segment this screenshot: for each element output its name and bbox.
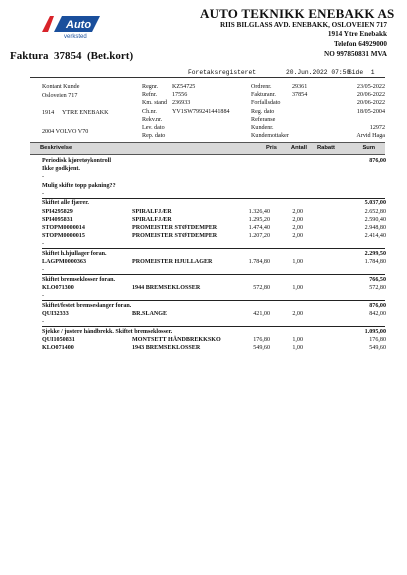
line-description: QUI32333 [42,310,69,317]
customer-zip: 1914 [42,110,55,116]
customer-street: Osloveien 717 [42,93,78,99]
line-item-name: PROMEISTER HJULLAGER [132,259,213,265]
vehicle-label: Km. stand [142,100,168,107]
line-item-name: MONTSETT HÅNDBREKKSKO [132,336,221,343]
line-price: 421,00 [253,310,270,317]
section-divider [42,198,385,199]
vehicle-value: 17556 [172,92,188,99]
line-sum: 5.037,00 [364,200,386,207]
line-description: KLO071400 [42,344,74,351]
line-quantity: 1,00 [292,344,303,351]
line-sum: 1.095,00 [364,328,386,335]
header-discount: Rabatt [316,145,335,151]
section-divider [42,248,385,249]
page-label: Side [348,69,364,76]
line-description: - [42,190,45,197]
order-value-2: 20/06-2022 [356,92,385,99]
vehicle-label: Rekv.nr. [142,116,163,123]
line-sum: 176,80 [369,336,386,343]
line-price: 1.295,20 [248,216,270,223]
line-description: - [42,174,45,181]
invoice-title [10,50,133,62]
line-description: - [42,319,45,325]
line-price: 1.207,20 [248,233,270,240]
line-item-name: SPIRALFJÆR [132,216,172,223]
line-price: 572,80 [253,284,270,291]
invoice-line [0,166,407,174]
order-label: Fakturanr. [251,92,276,99]
order-label: Forfallsdato [251,100,281,107]
line-item-name: PROMEISTER STØTDEMPER [132,233,218,240]
vehicle-value: KZ54725 [172,84,196,90]
vehicle-label: Rep. dato [142,133,166,140]
payment-type: (Bet.kort) [87,50,134,62]
svg-text:Auto: Auto [66,19,92,31]
line-quantity: 2,00 [292,233,303,240]
invoice-line [0,285,407,293]
invoice-line [0,217,407,225]
line-item-name: 1943 BREMSEKLOSSER [132,344,201,351]
invoice-line [0,174,407,182]
company-address: RIIS BILGLASS AVD. ENEBAKK, OSLOVEIEN 717 [219,21,387,29]
line-description: - [42,293,45,300]
line-item-name: BR.SLANGE [132,310,168,317]
line-description: Skiftet h.hjullager foran. [42,250,107,257]
section-divider [42,300,385,301]
invoice-line [0,158,407,166]
line-quantity: 1,00 [292,284,303,291]
order-value-2: 18/05-2004 [356,108,385,115]
section-divider [42,326,385,327]
invoice-line [0,303,407,311]
line-description: SPI4095831 [42,216,73,223]
invoice-line [0,277,407,285]
line-item-name: 1944 BREMSEKLOSSER [132,284,201,291]
line-sum: 2.299,50 [364,250,386,257]
company-name: AUTO TEKNIKK ENEBAKK AS [200,6,395,21]
line-description: STOPM0000015 [42,233,85,240]
line-sum: 572,80 [369,284,386,291]
vehicle-value: YV1SW799241441884 [172,108,230,115]
line-sum: 2.590,40 [364,216,386,223]
vehicle-label: Ch.nr. [142,108,157,115]
line-quantity: 2,00 [292,208,303,215]
line-item-name: SPIRALFJÆR [132,208,172,215]
line-quantity: 2,00 [292,216,303,223]
invoice-line [0,337,407,345]
order-value-2: 20/06-2022 [356,100,385,107]
invoice-line [0,311,407,319]
line-sum: 766,50 [369,276,386,283]
invoice-label: Faktura [10,50,49,62]
order-label: Ordrenr. [251,84,272,90]
invoice-number: 37854 [54,50,82,62]
invoice-line [0,225,407,233]
invoice-line [0,259,407,267]
line-description: Mulig skifte topp pakning?? [42,182,116,189]
line-sum: 842,00 [369,310,386,317]
vehicle-label: Regnr. [142,84,159,90]
line-description: KLO071300 [42,284,74,291]
line-description: LAGPM0000363 [42,259,87,265]
line-description: Skiftet/festet bremseslanger foran. [42,302,132,309]
line-price: 1.326,40 [248,208,270,215]
header-description: Beskrivelse [40,145,73,151]
line-price: 549,60 [253,344,270,351]
line-description: Skiftet alle fjærer. [42,200,89,207]
invoice-line [0,345,407,353]
line-description: SPI4295829 [42,208,73,215]
invoice-line [0,329,407,337]
line-sum: 2.652,80 [364,208,386,215]
logo-subtitle: verksted [64,34,87,40]
section-divider [42,274,385,275]
page-number: 1 [370,69,375,76]
line-sum: 549,60 [369,344,386,351]
order-label: Reg. dato [251,108,275,115]
vehicle-label: Lev. dato [142,125,165,131]
customer-city: YTRE ENEBAKK [62,110,109,116]
line-description: STOPM0000014 [42,224,85,231]
vehicle-value: 236933 [172,100,191,107]
invoice-line [0,233,407,241]
header-divider [30,77,385,78]
invoice-line [0,209,407,217]
register-label: Foretaksregisteret [188,69,257,76]
company-city: 1914 Ytre Enebakk [327,30,387,38]
order-label: Kundemottaker [251,133,289,140]
line-description: Periodisk kjøretøykontroll [42,158,112,164]
company-org-number: NO 997850831 MVA [324,50,387,58]
invoice-line [0,251,407,259]
line-sum: 2.948,80 [364,224,386,231]
order-value-2: Arvid Haga [356,133,385,140]
line-quantity: 2,00 [292,310,303,317]
line-quantity: 2,00 [292,224,303,231]
header-sum: Sum [362,145,375,151]
page-indicator [348,69,374,76]
line-sum: 876,00 [369,302,386,309]
invoice-line [0,200,407,208]
print-date: 20.Jun.2022 07:50 [286,69,351,76]
line-sum: 876,00 [369,158,386,164]
order-value-2: 12972 [369,125,385,131]
order-value-2: 23/05-2022 [356,84,385,90]
line-sum: 1.784,80 [364,259,386,265]
line-description: - [42,241,45,248]
header-price: Pris [266,145,277,151]
line-description: Ikke godkjent. [42,166,80,173]
line-description: Skiftet bremseklosser foran. [42,276,116,283]
order-label: Kundenr. [251,125,274,131]
customer-car: 2004 VOLVO V70 [42,129,89,135]
table-header [30,142,385,155]
line-price: 1.784,80 [248,259,270,265]
order-label: Referanse [251,116,276,123]
order-value: 29361 [292,84,308,90]
customer-name: Kontant Kunde [42,84,80,90]
header-quantity: Antall [290,145,307,151]
line-price: 1.474,40 [248,224,270,231]
company-phone: Telefon 64929000 [333,40,387,48]
line-description: - [42,267,45,274]
line-sum: 2.414,40 [364,233,386,240]
line-quantity: 1,00 [292,336,303,343]
line-quantity: 1,00 [292,259,303,265]
line-description: QUI1050831 [42,336,75,343]
line-price: 176,80 [253,336,270,343]
order-value: 37854 [292,92,308,99]
line-item-name: PROMEISTER STØTDEMPER [132,224,218,231]
line-description: Sjekke / justere håndbrekk. Skiftet bremseklosser. [42,328,173,335]
vehicle-label: Refnr. [142,92,158,99]
invoice-line [0,183,407,191]
